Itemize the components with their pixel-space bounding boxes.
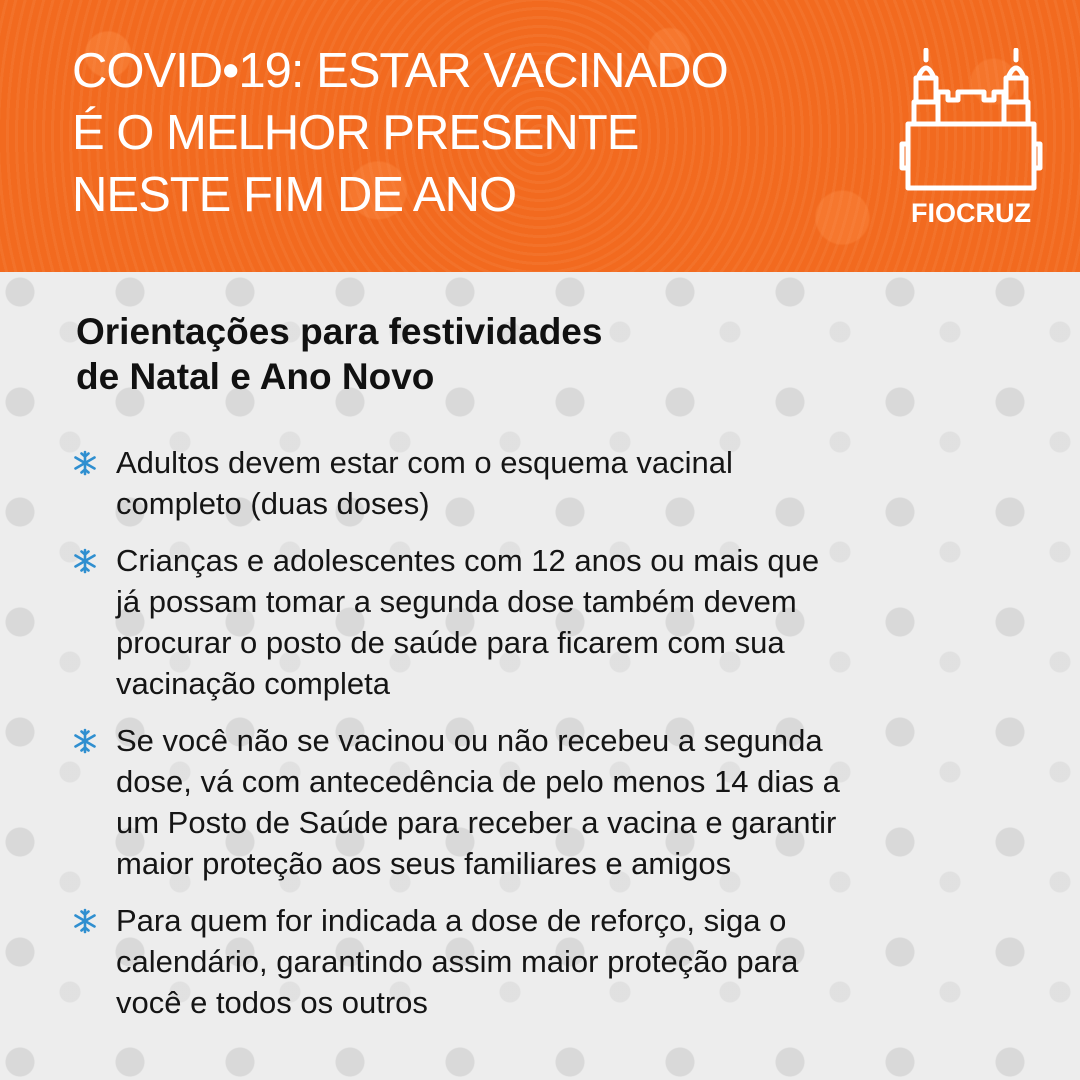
list-item-line: completo (duas doses) <box>116 486 430 521</box>
heading-line-1: Orientações para festividades <box>76 311 603 352</box>
page-title <box>72 40 832 226</box>
list-item-line: calendário, garantindo assim maior proteção para <box>116 944 799 979</box>
title-line-2: É O MELHOR PRESENTE <box>72 106 639 160</box>
list-item-line: você e todos os outros <box>116 985 428 1020</box>
section-heading <box>76 309 602 399</box>
list-item <box>72 442 1032 524</box>
list-item <box>72 900 1032 1023</box>
header-banner <box>0 0 1080 272</box>
heading-line-2: de Natal e Ano Novo <box>76 356 435 397</box>
list-item-line: procurar o posto de saúde para ficarem com sua <box>116 625 785 660</box>
list-item-line: dose, vá com antecedência de pelo menos 14 dias a <box>116 764 840 799</box>
logo-text: FIOCRUZ <box>911 198 1031 228</box>
list-item <box>72 720 1032 884</box>
list-item <box>72 540 1032 704</box>
list-item-line: vacinação completa <box>116 666 390 701</box>
fiocruz-logo <box>898 48 1044 238</box>
content-panel <box>0 272 1080 1080</box>
title-line-3: NESTE FIM DE ANO <box>72 168 517 222</box>
snowflake-icon <box>72 450 98 476</box>
list-item-line: Crianças e adolescentes com 12 anos ou mais que <box>116 543 820 578</box>
list-item-line: maior proteção aos seus familiares e amigos <box>116 846 732 881</box>
title-line-1: COVID•19: ESTAR VACINADO <box>72 44 728 98</box>
list-item-line: um Posto de Saúde para receber a vacina e garantir <box>116 805 837 840</box>
list-item-line: Para quem for indicada a dose de reforço, siga o <box>116 903 787 938</box>
snowflake-icon <box>72 548 98 574</box>
list-item-line: Adultos devem estar com o esquema vacinal <box>116 445 733 480</box>
castle-icon <box>898 48 1044 194</box>
snowflake-icon <box>72 728 98 754</box>
snowflake-icon <box>72 908 98 934</box>
list-item-line: já possam tomar a segunda dose também devem <box>116 584 797 619</box>
list-item-line: Se você não se vacinou ou não recebeu a segunda <box>116 723 823 758</box>
guideline-list <box>72 442 1032 1039</box>
